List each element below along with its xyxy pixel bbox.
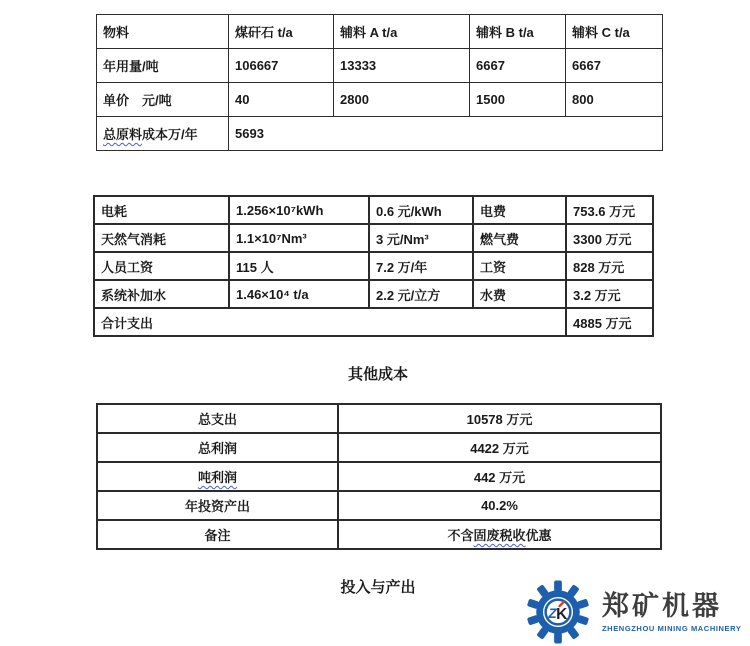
table-cell: 115 人: [229, 252, 369, 280]
table-row: [97, 433, 661, 462]
table-row: [94, 280, 653, 308]
table-cell: 753.6 万元: [566, 196, 653, 224]
operating-costs-table: [93, 195, 654, 337]
table-cell: 不含固废税收优惠: [338, 520, 661, 549]
table-cell: 辅料 C t/a: [566, 15, 663, 49]
company-subtitle: ZHENGZHOU MINING MACHINERY: [602, 624, 742, 633]
summary-table: [96, 403, 662, 550]
input-output-caption: 投入与产出: [340, 579, 416, 596]
table-row: [97, 83, 663, 117]
table-cell: 人员工资: [94, 252, 229, 280]
table-row: [94, 196, 653, 224]
table-cell: 1.46×10⁴ t/a: [229, 280, 369, 308]
table-cell: 4885 万元: [566, 308, 653, 336]
table-cell: 3 元/Nm³: [369, 224, 473, 252]
table-cell: 辅料 A t/a: [334, 15, 470, 49]
table-cell: 0.6 元/kWh: [369, 196, 473, 224]
misspell-underline: 吨利润: [197, 470, 237, 485]
table-cell: 物料: [97, 15, 229, 49]
table-cell: 40.2%: [338, 491, 661, 520]
table-cell: 总原料成本万/年: [97, 117, 229, 151]
table-row: [97, 117, 663, 151]
logo-letter-z: Z: [548, 605, 557, 621]
table-row: [97, 15, 663, 49]
table-row: [94, 252, 653, 280]
table-cell: 辅料 B t/a: [470, 15, 566, 49]
company-name: 郑矿机器: [602, 591, 722, 621]
table-cell: 年投资产出: [97, 491, 338, 520]
table-cell: 828 万元: [566, 252, 653, 280]
table-cell: 工资: [473, 252, 566, 280]
logo-text-block: [602, 591, 742, 633]
table-cell: 系统补加水: [94, 280, 229, 308]
table-cell: 1500: [470, 83, 566, 117]
materials-table: [96, 14, 663, 151]
table-cell: 总支出: [97, 404, 338, 433]
table-cell: 7.2 万/年: [369, 252, 473, 280]
table-cell: 2800: [334, 83, 470, 117]
table-cell: 水费: [473, 280, 566, 308]
table-cell: 燃气费: [473, 224, 566, 252]
table-cell: 442 万元: [338, 462, 661, 491]
table-cell: 6667: [566, 49, 663, 83]
table-row: [97, 462, 661, 491]
table-cell: 天然气消耗: [94, 224, 229, 252]
table-row: [97, 491, 661, 520]
zk-gear-icon: [527, 580, 589, 644]
logo-letter-k: K: [556, 605, 568, 623]
table-row: [97, 520, 661, 549]
table-cell: 电费: [473, 196, 566, 224]
table-cell: 1.1×10⁷Nm³: [229, 224, 369, 252]
table-cell: 单价 元/吨: [97, 83, 229, 117]
table-cell: 5693: [229, 117, 663, 151]
company-logo: [527, 580, 742, 644]
table-cell: 备注: [97, 520, 338, 549]
table-cell: 3.2 万元: [566, 280, 653, 308]
table-cell: 4422 万元: [338, 433, 661, 462]
table-cell: [97, 462, 338, 491]
table-row: [97, 49, 663, 83]
table-cell: 合计支出: [94, 308, 566, 336]
misspell-underline: 总原料: [103, 127, 143, 142]
misspell-underline: 固废税收: [473, 528, 526, 543]
table-cell: 40: [229, 83, 334, 117]
table-cell: 煤矸石 t/a: [229, 15, 334, 49]
table-cell: 3300 万元: [566, 224, 653, 252]
table-row: [97, 404, 661, 433]
other-costs-caption: 其他成本: [347, 366, 408, 383]
table-cell: 1.256×10⁷kWh: [229, 196, 369, 224]
table-row: [94, 224, 653, 252]
table-cell: 年用量/吨: [97, 49, 229, 83]
table-cell: 6667: [470, 49, 566, 83]
table-cell: 800: [566, 83, 663, 117]
table-row: [94, 308, 653, 336]
table-cell: 13333: [334, 49, 470, 83]
table-cell: 电耗: [94, 196, 229, 224]
table-cell: 2.2 元/立方: [369, 280, 473, 308]
table-cell: 总利润: [97, 433, 338, 462]
table-cell: 106667: [229, 49, 334, 83]
table-cell: 10578 万元: [338, 404, 661, 433]
